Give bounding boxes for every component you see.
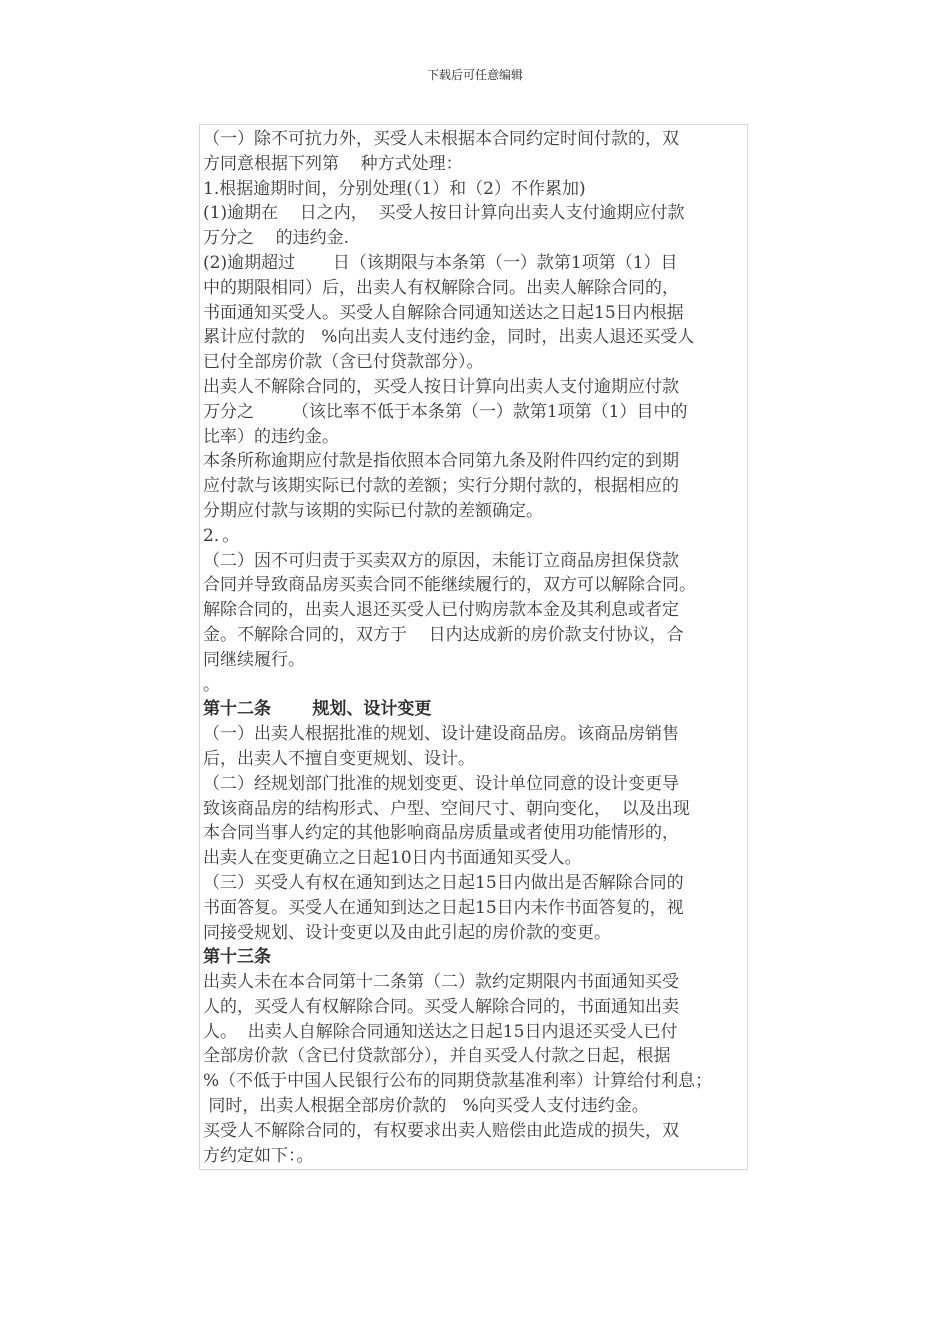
text-line: 本条所称逾期应付款是指依照本合同第九条及附件四约定的到期 bbox=[203, 451, 679, 472]
text-line: （二）因不可归责于买卖双方的原因，未能订立商品房担保贷款 bbox=[203, 550, 679, 571]
text-line: 出卖人不解除合同的，买受人按日计算向出卖人支付逾期应付款 bbox=[203, 376, 679, 397]
text-line: 买受人不解除合同的，有权要求出卖人赔偿由此造成的损失，双 bbox=[203, 1120, 679, 1141]
text-line: 合同并导致商品房买卖合同不能继续履行的，双方可以解除合同。 bbox=[203, 575, 696, 596]
text-line: （一）出卖人根据批准的规划、设计建设商品房。该商品房销售 bbox=[203, 724, 679, 745]
text-line: 致该商品房的结构形式、户型、空间尺寸、朝向变化， 以及出现 bbox=[203, 798, 690, 819]
text-line: 人的，买受人有权解除合同。买受人解除合同的，书面通知出卖 bbox=[203, 996, 679, 1017]
text-line: 同接受规划、设计变更以及由此引起的房价款的变更。 bbox=[203, 922, 611, 943]
text-line: 全部房价款（含已付贷款部分），并自买受人付款之日起，根据 bbox=[203, 1046, 671, 1067]
text-line: 累计应付款的 %向出卖人支付违约金，同时，出卖人退还买受人 bbox=[203, 327, 695, 348]
text-line: 后，出卖人不擅自变更规划、设计。 bbox=[203, 748, 475, 769]
text-line: 中的期限相同）后，出卖人有权解除合同。出卖人解除合同的， bbox=[203, 277, 679, 298]
text-line: 已付全部房价款（含已付贷款部分）。 bbox=[203, 352, 484, 373]
text-line: (1)逾期在 日之内， 买受人按日计算向出卖人支付逾期应付款 bbox=[203, 203, 685, 224]
text-line: 出卖人在变更确立之日起10日内书面通知买受人。 bbox=[203, 848, 582, 869]
text-line: （一）除不可抗力外，买受人未根据本合同约定时间付款的，双 bbox=[203, 129, 679, 149]
text-line: 1.根据逾期时间，分别处理(（1）和（2）不作累加) bbox=[203, 178, 586, 199]
page-header: 下载后可任意编辑 bbox=[426, 68, 523, 82]
text-line: 书面答复。买受人在通知到达之日起15日内未作书面答复的，视 bbox=[203, 897, 684, 918]
article-heading: 第十三条 bbox=[203, 947, 271, 968]
text-line: 出卖人未在本合同第十二条第（二）款约定期限内书面通知买受 bbox=[203, 972, 679, 993]
text-line: 书面通知买受人。买受人自解除合同通知送达之日起15日内根据 bbox=[203, 302, 684, 323]
text-line: 。 bbox=[203, 674, 220, 695]
article-heading: 第十二条 规划、设计变更 bbox=[203, 699, 432, 720]
text-line: 应付款与该期实际已付款的差额；实行分期付款的，根据相应的 bbox=[203, 476, 679, 497]
text-line: 同继续履行。 bbox=[203, 649, 305, 670]
text-line: 万分之 的违约金. bbox=[203, 228, 350, 249]
text-line: 同时，出卖人根据全部房价款的 %向买受人支付违约金。 bbox=[203, 1096, 649, 1117]
text-line: 万分之 （该比率不低于本条第（一）款第1项第（1）目中的 bbox=[203, 401, 688, 422]
text-line: 人。 出卖人自解除合同通知送达之日起15日内退还买受人已付 bbox=[203, 1021, 678, 1042]
text-line: 金。不解除合同的，双方于 日内达成新的房价款支付协议，合 bbox=[203, 624, 684, 645]
text-line: 比率）的违约金。 bbox=[203, 426, 339, 447]
text-line: 2．。 bbox=[203, 525, 240, 546]
contract-text-frame bbox=[199, 124, 748, 1170]
text-line: 方同意根据下列第 种方式处理： bbox=[203, 153, 463, 174]
text-line: (2)逾期超过 日（该期限与本条第（一）款第1项第（1）目 bbox=[203, 252, 678, 273]
text-line: 分期应付款与该期的实际已付款的差额确定。 bbox=[203, 500, 543, 521]
text-line: （二）经规划部门批准的规划变更、设计单位同意的设计变更导 bbox=[203, 773, 679, 794]
text-line: 方约定如下：。 bbox=[203, 1145, 314, 1166]
text-line: （三）买受人有权在通知到达之日起15日内做出是否解除合同的 bbox=[203, 872, 684, 893]
text-line: 本合同当事人约定的其他影响商品房质量或者使用功能情形的， bbox=[203, 823, 679, 844]
text-line: %（不低于中国人民银行公布的同期贷款基准利率）计算给付利息； bbox=[203, 1071, 713, 1092]
text-line: 解除合同的，出卖人退还买受人已付购房款本金及其利息或者定 bbox=[203, 600, 679, 621]
